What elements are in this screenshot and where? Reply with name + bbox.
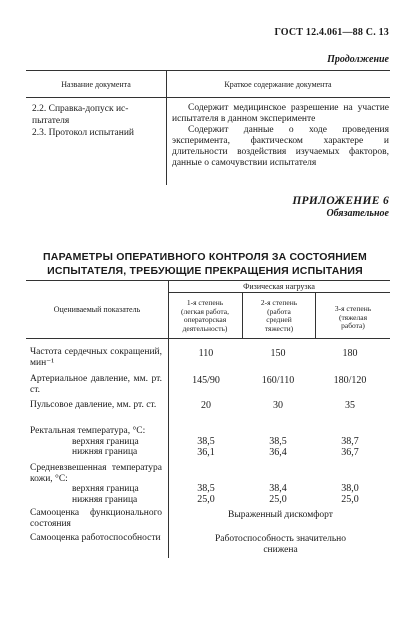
rectal-upper-level1: 38,5 bbox=[197, 436, 215, 447]
table2-indicator-divider bbox=[168, 280, 169, 558]
table2-row-skin-temp bbox=[30, 463, 162, 505]
table2-title-line1: ПАРАМЕТРЫ ОПЕРАТИВНОГО КОНТРОЛЯ ЗА СОСТОЯНИЕМ bbox=[43, 251, 367, 263]
blood-pressure-level3: 180/120 bbox=[333, 375, 367, 386]
table2-row-functional-state: Самооценка функционального состояния bbox=[30, 508, 162, 529]
work-capacity-value bbox=[172, 534, 389, 555]
skin-temp-level3 bbox=[320, 484, 380, 505]
table2-header-rule bbox=[26, 338, 390, 339]
table2-top-rule bbox=[26, 280, 390, 281]
level3-line2: (тяжелая bbox=[338, 312, 368, 322]
blood-pressure-level1: 145/90 bbox=[192, 375, 220, 386]
table1-header-rule bbox=[26, 97, 390, 98]
level3-line3: работа) bbox=[341, 321, 365, 330]
work-capacity-line2: снижена bbox=[263, 544, 298, 555]
heart-rate-level2: 150 bbox=[270, 348, 286, 359]
table2-level-divider-2 bbox=[315, 292, 316, 338]
page-header: ГОСТ 12.4.061—88 С. 13 bbox=[274, 27, 389, 38]
skin-lower-level2: 25,0 bbox=[269, 493, 287, 505]
table2-group-header: Физическая нагрузка bbox=[243, 282, 315, 291]
skin-upper-level2: 38,4 bbox=[269, 483, 287, 494]
level1-line3: операторская bbox=[183, 315, 227, 324]
skin-temp-level2 bbox=[248, 484, 308, 505]
rectal-temp-lower-label: нижняя граница bbox=[72, 447, 138, 457]
continued-label: Продолжение bbox=[327, 54, 389, 65]
pulse-pressure-level1: 20 bbox=[201, 400, 211, 411]
pulse-pressure-level2: 30 bbox=[273, 400, 283, 411]
table2-title bbox=[20, 250, 390, 278]
table1-contents bbox=[172, 103, 389, 169]
skin-temp-level1 bbox=[176, 484, 236, 505]
level2-line4: тяжести) bbox=[264, 323, 294, 333]
skin-temp-upper-label: верхняя граница bbox=[72, 484, 139, 494]
rectal-temp-level1 bbox=[176, 437, 236, 458]
table1-names bbox=[30, 103, 160, 139]
table2-level2-header bbox=[244, 299, 314, 333]
table1-row2-name: 2.3. Протокол испытаний bbox=[32, 128, 135, 138]
rectal-temp-upper-label: верхняя граница bbox=[72, 436, 139, 447]
rectal-upper-level2: 38,5 bbox=[269, 436, 287, 447]
level3-line1: 3-я степень bbox=[334, 304, 372, 313]
skin-upper-level3: 38,0 bbox=[341, 483, 359, 494]
skin-temp-lower-label: нижняя граница bbox=[72, 494, 138, 505]
table1-top-rule bbox=[26, 70, 390, 71]
rectal-temp-label: Ректальная температура, °С: bbox=[30, 426, 146, 436]
table2-level1-header bbox=[170, 299, 240, 333]
level2-line2: (работа bbox=[267, 306, 291, 316]
table2-level-divider-1 bbox=[242, 292, 243, 338]
pulse-pressure-level3: 35 bbox=[345, 400, 355, 411]
functional-state-value: Выраженный дискомфорт bbox=[228, 510, 333, 520]
heart-rate-level3: 180 bbox=[342, 348, 358, 359]
rectal-lower-level3: 36,7 bbox=[341, 446, 359, 458]
table1-col1-header: Название документа bbox=[61, 80, 131, 89]
rectal-lower-level1: 36,1 bbox=[197, 446, 215, 458]
table2-title-line2: ИСПЫТАТЕЛЯ, ТРЕБУЮЩИЕ ПРЕКРАЩЕНИЯ ИСПЫТАНИЯ bbox=[47, 265, 363, 277]
level1-line2: (легкая работа, bbox=[181, 306, 229, 316]
table2-row-work-capacity: Самооценка работоспособности bbox=[30, 533, 161, 543]
appendix-heading bbox=[292, 195, 389, 219]
skin-lower-level1: 25,0 bbox=[197, 493, 215, 505]
table2-group-rule bbox=[168, 292, 390, 293]
appendix-status: Обязательное bbox=[326, 208, 389, 219]
skin-upper-level1: 38,5 bbox=[197, 483, 215, 494]
level1-line4: деятельность) bbox=[182, 323, 228, 333]
work-capacity-line1: Работоспособность значительно bbox=[214, 534, 346, 544]
table1-row1-name: 2.2. Справка-допуск ис- bbox=[32, 104, 129, 114]
level1-line1: 1-я степень bbox=[186, 298, 224, 307]
table1-row2-content: Содержит данные о ходе проведения эксперимента, фактическом характере и длительности воздействия изучаемых факторов, данные о самочувствии испытателя bbox=[172, 125, 389, 168]
level2-line1: 2-я степень bbox=[260, 298, 298, 307]
rectal-temp-level2 bbox=[248, 437, 308, 458]
skin-temp-label: Средневзвешенная температура кожи, °С: bbox=[30, 463, 162, 484]
table2-level3-header bbox=[317, 305, 389, 331]
rectal-upper-level3: 38,7 bbox=[341, 436, 359, 447]
table2-indicator-header: Оцениваемый показатель bbox=[53, 305, 141, 314]
table1-row1-name-cont: пытателя bbox=[32, 116, 70, 126]
appendix-number: ПРИЛОЖЕНИЕ 6 bbox=[292, 195, 389, 207]
table2-row-blood-pressure: Артериальное давление, мм. рт. ст. bbox=[30, 374, 162, 395]
level2-line3: средней bbox=[266, 315, 292, 324]
heart-rate-level1: 110 bbox=[198, 348, 214, 359]
rectal-lower-level2: 36,4 bbox=[269, 446, 287, 458]
table2-row-pulse-pressure: Пульсовое давление, мм. рт. ст. bbox=[30, 400, 157, 410]
table1-col2-header: Краткое содержание документа bbox=[224, 80, 332, 89]
rectal-temp-level3 bbox=[320, 437, 380, 458]
table2-row-rectal-temp bbox=[30, 426, 162, 458]
blood-pressure-level2: 160/110 bbox=[261, 375, 295, 386]
skin-lower-level3: 25,0 bbox=[341, 493, 359, 505]
table1-row1-content: Содержит медицинское разрешение на участие испытателя в данном эксперименте bbox=[172, 103, 389, 124]
table2-row-heart-rate: Частота сердечных сокращений, мин⁻¹ bbox=[30, 347, 162, 368]
